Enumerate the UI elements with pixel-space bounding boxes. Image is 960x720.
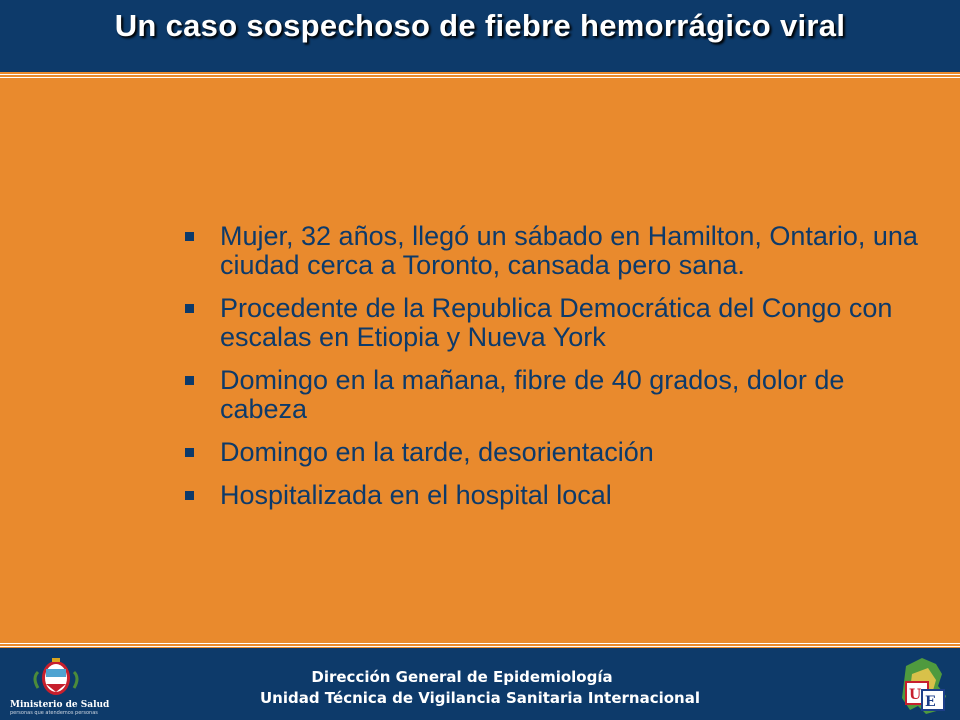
list-item	[180, 481, 920, 510]
list-item	[180, 294, 920, 352]
footer-line-1: Dirección General de Epidemiología	[311, 668, 613, 686]
bullet-marker-icon	[185, 491, 194, 500]
list-item	[180, 366, 920, 424]
footer-divider-2	[0, 646, 960, 647]
header-divider	[0, 74, 960, 75]
bullet-text: Domingo en la mañana, fibre de 40 grados, dolor de cabeza	[220, 365, 845, 424]
bullet-list	[180, 222, 920, 524]
bullet-text: Domingo en la tarde, desorientación	[220, 437, 654, 467]
footer-band	[0, 648, 960, 720]
bullet-marker-icon	[185, 232, 194, 241]
bullet-marker-icon	[185, 376, 194, 385]
footer-line-2: Unidad Técnica de Vigilancia Sanitaria Internacional	[259, 689, 700, 707]
ministry-subtitle: personas que atendemos personas	[10, 710, 98, 716]
bullet-text: Procedente de la Republica Democrática del Congo con escalas en Etiopia y Nueva York	[220, 293, 893, 352]
bullet-marker-icon	[185, 304, 194, 313]
slide-title: Un caso sospechoso de fiebre hemorrágico viral	[114, 8, 846, 43]
header-band	[0, 0, 960, 72]
header-divider-2	[0, 77, 960, 78]
bullet-marker-icon	[185, 448, 194, 457]
list-item	[180, 438, 920, 467]
ministry-label: Ministerio de Salud	[10, 700, 110, 710]
svg-text:U: U	[909, 687, 922, 703]
list-item	[180, 222, 920, 280]
ute-logo-icon	[892, 652, 958, 718]
footer-divider	[0, 643, 960, 644]
bullet-text: Hospitalizada en el hospital local	[220, 480, 612, 510]
svg-text:E: E	[925, 694, 936, 710]
bullet-text: Mujer, 32 años, llegó un sábado en Hamilton, Ontario, una ciudad cerca a Toronto, cansada pero sana.	[220, 221, 918, 280]
